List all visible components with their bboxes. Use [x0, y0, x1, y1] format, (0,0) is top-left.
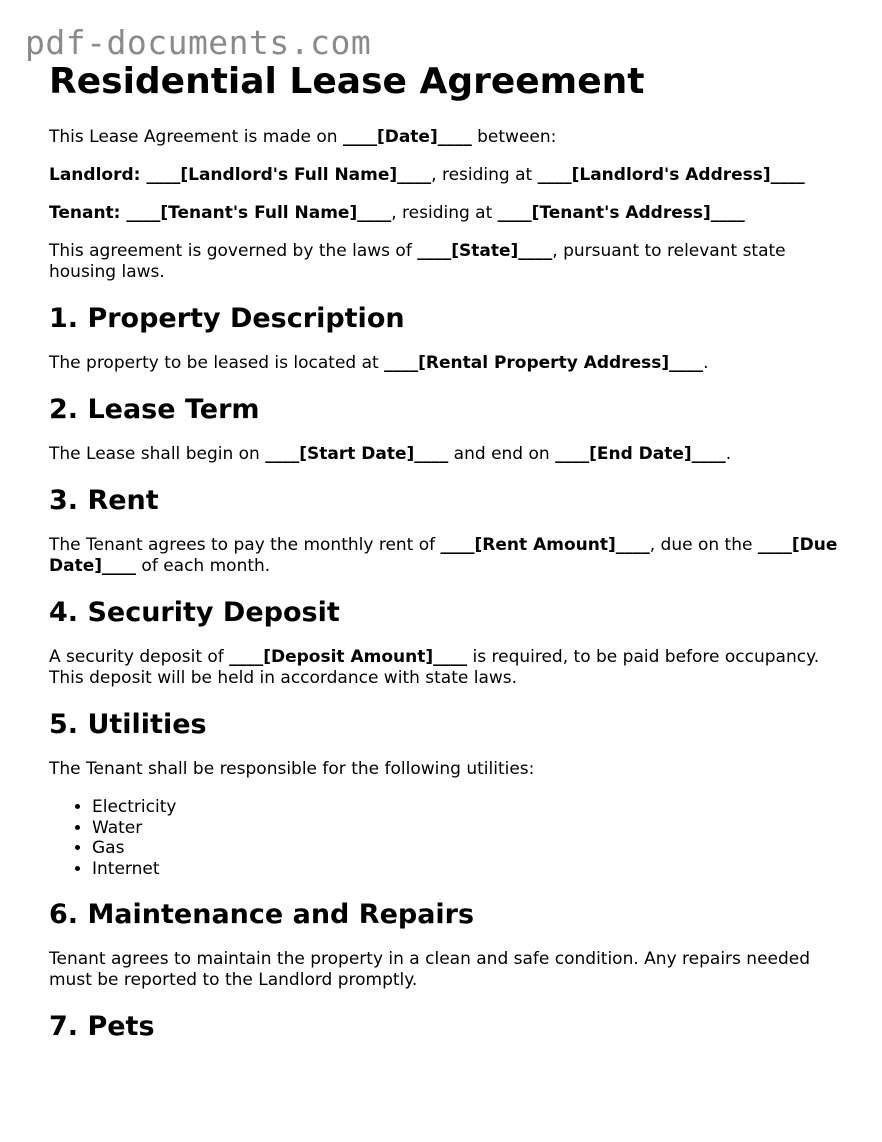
term-prefix: The Lease shall begin on — [49, 444, 266, 464]
list-item: • Water — [92, 818, 849, 839]
landlord-label: Landlord: — [49, 165, 147, 185]
utilities-paragraph: The Tenant shall be responsible for the following utilities: — [49, 759, 535, 779]
rent-heading: 3. Rent — [49, 485, 159, 516]
rent-amount-field: ____[Rent Amount]____ — [440, 535, 650, 555]
due-date-field: ____[Due Date]____ — [49, 535, 838, 576]
term-middle: and end on — [448, 444, 556, 464]
landlord-address-field: ____[Landlord's Address]____ — [537, 165, 805, 185]
property-heading: 1. Property Description — [49, 303, 405, 334]
start-date-field: ____[Start Date]____ — [265, 444, 449, 464]
intro-suffix: between: — [471, 127, 557, 147]
term-heading: 2. Lease Term — [49, 394, 260, 425]
landlord-name-field: ____[Landlord's Full Name]____ — [146, 165, 432, 185]
landlord-residing: , residing at — [431, 165, 538, 185]
deposit-suffix: is required, to be paid before occupancy. This deposit will be held in accordance with state laws. — [49, 647, 820, 688]
document-title: Residential Lease Agreement — [49, 61, 645, 102]
intro-prefix: This Lease Agreement is made on — [49, 127, 343, 147]
pets-heading: 7. Pets — [49, 1011, 155, 1042]
governing-suffix: , pursuant to relevant state housing laws. — [49, 241, 786, 282]
term-paragraph — [49, 444, 849, 465]
property-address-field: ____[Rental Property Address]____ — [384, 353, 704, 373]
property-paragraph — [49, 353, 849, 374]
intro-paragraph — [49, 127, 849, 148]
property-prefix: The property to be leased is located at — [49, 353, 385, 373]
date-field: ____[Date]____ — [342, 127, 472, 147]
deposit-heading: 4. Security Deposit — [49, 597, 340, 628]
deposit-amount-field: ____[Deposit Amount]____ — [229, 647, 468, 667]
tenant-paragraph — [49, 203, 849, 224]
utilities-heading: 5. Utilities — [49, 709, 207, 740]
term-suffix: . — [725, 444, 732, 464]
tenant-label: Tenant: — [49, 203, 127, 223]
maintenance-paragraph: Tenant agrees to maintain the property in a clean and safe condition. Any repairs needed must be reported to the Landlord promptly. — [49, 949, 811, 990]
end-date-field: ____[End Date]____ — [555, 444, 726, 464]
tenant-residing: , residing at — [391, 203, 498, 223]
state-field: ____[State]____ — [417, 241, 553, 261]
rent-middle: , due on the — [649, 535, 758, 555]
tenant-name-field: ____[Tenant's Full Name]____ — [126, 203, 392, 223]
list-item: • Gas — [92, 838, 849, 859]
list-item: • Electricity — [92, 797, 849, 818]
utilities-list — [49, 797, 849, 879]
deposit-prefix: A security deposit of — [49, 647, 230, 667]
list-item: • Internet — [92, 859, 849, 880]
watermark-logo: pdf-documents.com — [25, 23, 372, 62]
rent-suffix: of each month. — [136, 556, 271, 576]
landlord-paragraph — [49, 165, 849, 186]
maintenance-heading: 6. Maintenance and Repairs — [49, 899, 475, 930]
governing-paragraph — [49, 241, 849, 283]
document-body — [49, 60, 849, 1044]
rent-prefix: The Tenant agrees to pay the monthly rent of — [49, 535, 441, 555]
tenant-address-field: ____[Tenant's Address]____ — [497, 203, 745, 223]
rent-paragraph — [49, 535, 849, 577]
property-suffix: . — [703, 353, 709, 373]
governing-prefix: This agreement is governed by the laws of — [49, 241, 418, 261]
deposit-paragraph — [49, 647, 849, 689]
